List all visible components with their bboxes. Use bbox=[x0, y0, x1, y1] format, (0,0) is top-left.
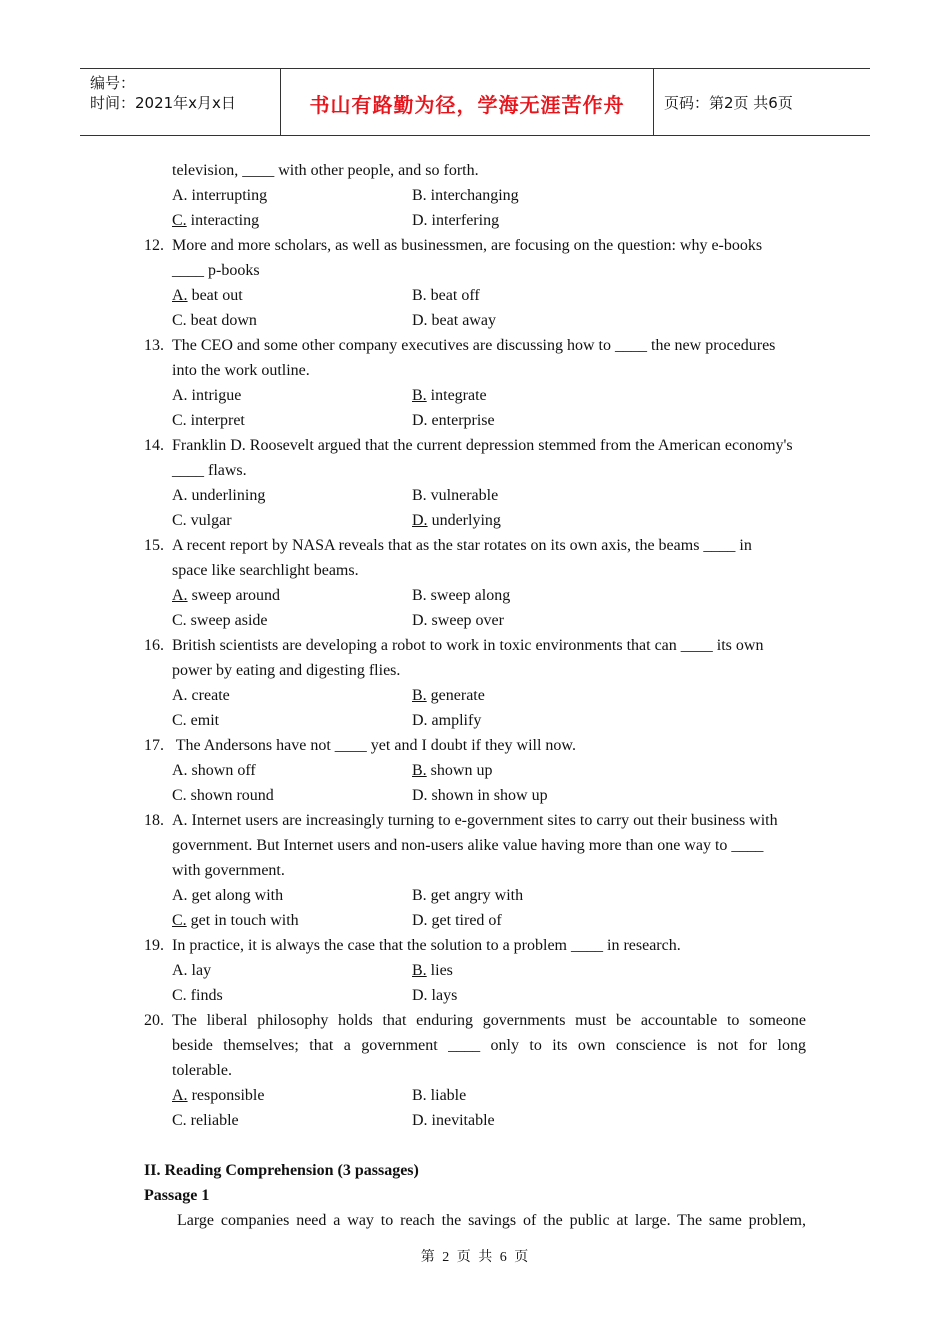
q14-line1: Franklin D. Roosevelt argued that the current depression stemmed from the American economy's bbox=[172, 437, 793, 454]
q15-number: 15. bbox=[144, 537, 164, 554]
q15-option-a bbox=[172, 583, 280, 608]
q16-line1: British scientists are developing a robot to work in toxic environments that can ____ its own bbox=[172, 637, 764, 654]
q13-option-d: D. enterprise bbox=[412, 412, 495, 429]
section-title: II. Reading Comprehension (3 passages) bbox=[144, 1162, 419, 1179]
q11-option-d: D. interfering bbox=[412, 212, 500, 229]
q15-option-b: B. sweep along bbox=[412, 587, 511, 604]
q20-line3: tolerable. bbox=[172, 1062, 232, 1079]
q13-answer-letter: B. bbox=[412, 387, 427, 404]
q18-option-a: A. get along with bbox=[172, 887, 284, 904]
q18-number: 18. bbox=[144, 812, 164, 829]
q15-line1: A recent report by NASA reveals that as the star rotates on its own axis, the beams ____ in bbox=[172, 537, 752, 554]
q17-option-b-text: shown up bbox=[426, 762, 493, 779]
header-page-cell bbox=[654, 69, 870, 135]
footer-page-number: 2 bbox=[442, 1250, 451, 1265]
q19-option-b bbox=[412, 958, 453, 983]
q11-option-a: A. interrupting bbox=[172, 187, 268, 204]
q11-continuation: television, ____ with other people, and so forth. bbox=[172, 162, 479, 179]
q17-answer-letter: B. bbox=[412, 762, 427, 779]
header-meta bbox=[80, 69, 281, 135]
passage-paragraph: Large companies need a way to reach the savings of the public at large. The same problem, bbox=[177, 1212, 806, 1229]
q12-option-b: B. beat off bbox=[412, 287, 480, 304]
q17-option-b bbox=[412, 758, 492, 783]
q16-number: 16. bbox=[144, 637, 164, 654]
q15-option-a-text: sweep around bbox=[187, 587, 280, 604]
q11-answer-letter: C. bbox=[172, 212, 187, 229]
q11-option-b: B. interchanging bbox=[412, 187, 519, 204]
q17-option-c: C. shown round bbox=[172, 787, 274, 804]
q16-answer-letter: B. bbox=[412, 687, 427, 704]
q15-option-c: C. sweep aside bbox=[172, 612, 268, 629]
q20-option-b: B. liable bbox=[412, 1087, 467, 1104]
page-footer bbox=[0, 1246, 950, 1266]
q20-number: 20. bbox=[144, 1012, 164, 1029]
q18-option-d: D. get tired of bbox=[412, 912, 502, 929]
q13-line1: The CEO and some other company executives are discussing how to ____ the new procedures bbox=[172, 337, 776, 354]
q18-answer-letter: C. bbox=[172, 912, 187, 929]
q20-line1: The liberal philosophy holds that enduring governments must be accountable to someone bbox=[172, 1012, 806, 1029]
q13-option-b bbox=[412, 383, 487, 408]
motto: 书山有路勤为径，学海无涯苦作舟 bbox=[309, 92, 625, 117]
q18-option-c bbox=[172, 908, 299, 933]
q13-option-c: C. interpret bbox=[172, 412, 245, 429]
q16-option-c: C. emit bbox=[172, 712, 220, 729]
code-label: 编号： bbox=[90, 74, 136, 92]
q20-option-d: D. inevitable bbox=[412, 1112, 495, 1129]
q19-line1: In practice, it is always the case that the solution to a problem ____ in research. bbox=[172, 937, 681, 954]
q16-line2: power by eating and digesting flies. bbox=[172, 662, 401, 679]
q14-option-d-text: underlying bbox=[427, 512, 501, 529]
q12-line1: More and more scholars, as well as businessmen, are focusing on the question: why e-books bbox=[172, 237, 763, 254]
q15-option-d: D. sweep over bbox=[412, 612, 504, 629]
q16-option-b bbox=[412, 683, 485, 708]
q16-option-a: A. create bbox=[172, 687, 230, 704]
q17-line1: The Andersons have not ____ yet and I doubt if they will now. bbox=[172, 737, 576, 754]
time-label: 时间：2021年x月x日 bbox=[90, 94, 236, 112]
q12-number: 12. bbox=[144, 237, 164, 254]
q16-option-d: D. amplify bbox=[412, 712, 482, 729]
q18-line3: with government. bbox=[172, 862, 285, 879]
q14-option-c: C. vulgar bbox=[172, 512, 232, 529]
q20-option-a bbox=[172, 1083, 264, 1108]
q13-option-a: A. intrigue bbox=[172, 387, 242, 404]
q19-answer-letter: B. bbox=[412, 962, 427, 979]
q20-option-a-text: responsible bbox=[187, 1087, 265, 1104]
q14-option-d bbox=[412, 508, 501, 533]
q18-option-b: B. get angry with bbox=[412, 887, 524, 904]
q12-option-d: D. beat away bbox=[412, 312, 496, 329]
q12-option-c: C. beat down bbox=[172, 312, 257, 329]
q19-number: 19. bbox=[144, 937, 164, 954]
q18-line2: government. But Internet users and non-users alike value having more than one way to ____ bbox=[172, 837, 764, 854]
q14-answer-letter: D. bbox=[412, 512, 428, 529]
q14-option-b: B. vulnerable bbox=[412, 487, 499, 504]
q12-answer-letter: A. bbox=[172, 287, 188, 304]
q12-line2: ____ p-books bbox=[172, 262, 260, 279]
q15-answer-letter: A. bbox=[172, 587, 188, 604]
q20-answer-letter: A. bbox=[172, 1087, 188, 1104]
q13-line2: into the work outline. bbox=[172, 362, 310, 379]
footer-ye2: 页 bbox=[514, 1250, 530, 1265]
q17-number: 17. bbox=[144, 737, 164, 754]
passage-title: Passage 1 bbox=[144, 1187, 210, 1204]
q20-line2: beside themselves; that a government ____ only to its own conscience is not for long bbox=[172, 1037, 806, 1054]
q15-line2: space like searchlight beams. bbox=[172, 562, 359, 579]
q12-option-a-text: beat out bbox=[187, 287, 243, 304]
q17-option-a: A. shown off bbox=[172, 762, 256, 779]
q14-line2: ____ flaws. bbox=[172, 462, 247, 479]
q20-option-c: C. reliable bbox=[172, 1112, 239, 1129]
header-motto-cell bbox=[281, 69, 654, 135]
q14-option-a: A. underlining bbox=[172, 487, 266, 504]
footer-gong: 共 bbox=[478, 1250, 494, 1265]
q19-option-c: C. finds bbox=[172, 987, 223, 1004]
page-label: 页码：第2页 共6页 bbox=[664, 93, 793, 112]
q18-line1: A. Internet users are increasingly turning to e-government sites to carry out their business with bbox=[172, 812, 778, 829]
footer-di: 第 bbox=[420, 1250, 436, 1265]
q11-option-c bbox=[172, 208, 259, 233]
q14-number: 14. bbox=[144, 437, 164, 454]
q16-option-b-text: generate bbox=[426, 687, 485, 704]
q19-option-b-text: lies bbox=[426, 962, 453, 979]
q13-option-b-text: integrate bbox=[426, 387, 487, 404]
q19-option-d: D. lays bbox=[412, 987, 458, 1004]
page-header bbox=[80, 68, 870, 136]
q18-option-c-text: get in touch with bbox=[186, 912, 299, 929]
footer-ye: 页 bbox=[456, 1250, 472, 1265]
q13-number: 13. bbox=[144, 337, 164, 354]
q12-option-a bbox=[172, 283, 243, 308]
q19-option-a: A. lay bbox=[172, 962, 212, 979]
q17-option-d: D. shown in show up bbox=[412, 787, 548, 804]
footer-total-pages: 6 bbox=[499, 1250, 508, 1265]
q11-option-c-text: interacting bbox=[186, 212, 260, 229]
